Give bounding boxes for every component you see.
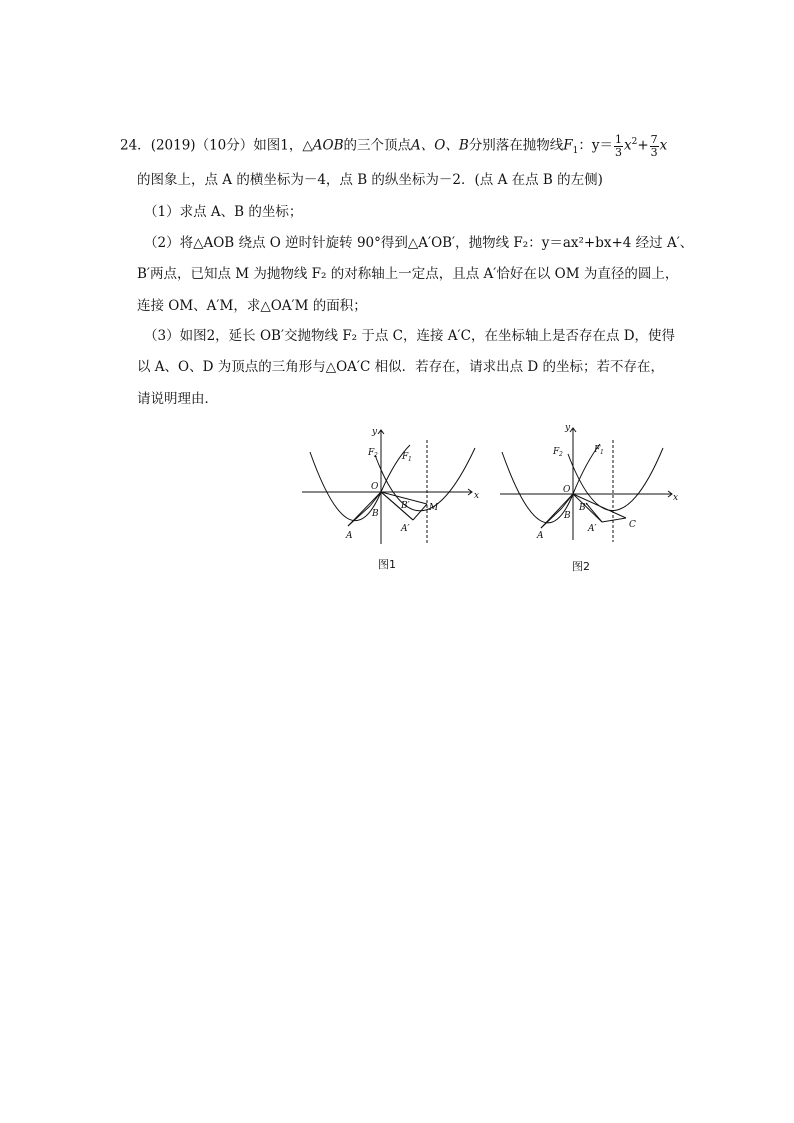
origin-label: O — [563, 485, 571, 495]
f1-label: F — [594, 445, 601, 455]
x-linear: x — [659, 137, 668, 154]
part-3-line-1: （3）如图2，延长 OB′交抛物线 F₂ 于点 C，连接 A′C，在坐标轴上是否存在点 D，使得 — [144, 328, 676, 344]
origin-label: O — [371, 482, 379, 492]
figure-1-caption: 图1 — [378, 558, 396, 571]
point-aprime-label: A′ — [588, 524, 597, 534]
point-b-label: B — [372, 509, 379, 519]
triangle-aob: AOB — [312, 137, 344, 154]
part-2-line-1: （2）将△AOB 绕点 O 逆时针旋转 90°得到△A′OB′，抛物线 F₂：y＝ax²+bx+4 经过 A′、 — [144, 235, 694, 251]
part-3-line-2: 以 A、O、D 为顶点的三角形与△OA′C 相似．若存在，请求出点 D 的坐标；若不存在， — [137, 359, 665, 375]
parabola-f2 — [375, 448, 475, 511]
intro-text-c: 分别落在抛物线 — [468, 137, 564, 154]
parabola-f2 — [568, 448, 663, 511]
fraction-numerator: 7 — [650, 132, 658, 146]
part-2-line-2: B′两点，已知点 M 为抛物线 F₂ 的对称轴上一定点，且点 A′恰好在以 OM 为直径的圆上， — [137, 266, 679, 282]
intro-text-a: 如图1，△ — [253, 137, 313, 154]
fraction-numerator: 1 — [615, 132, 622, 146]
question-intro-line — [120, 133, 667, 160]
point-a-label: A — [346, 531, 353, 541]
vertex-names: A、O、B — [411, 137, 469, 154]
fraction-one-third — [614, 134, 623, 159]
point-m-label: M — [429, 503, 439, 513]
f1-label: F — [402, 452, 409, 462]
f1-label-sub: 1 — [408, 456, 412, 463]
f1-equation-start: ：y＝ — [578, 137, 613, 154]
point-bprime-label: B′ — [401, 501, 410, 511]
part-3-line-3: 请说明理由． — [137, 391, 218, 407]
fraction-seven-thirds — [650, 134, 659, 159]
parabola-f1 — [310, 445, 410, 521]
plus-sign: + — [637, 137, 649, 154]
segment-aprime-c — [602, 518, 626, 522]
f1-subscript: 1 — [572, 146, 579, 157]
intro-text-b: 的三个顶点 — [343, 137, 411, 154]
question-number: 24． — [120, 137, 151, 154]
point-b-label: B — [564, 511, 571, 521]
figure-2 — [498, 418, 680, 550]
square-exponent: 2 — [631, 137, 638, 147]
f2-label: F — [368, 448, 375, 458]
f2-label-sub: 2 — [559, 451, 563, 458]
fraction-denominator: 3 — [615, 145, 622, 159]
point-aprime-label: A′ — [401, 524, 410, 534]
question-source: (2019) — [150, 137, 196, 154]
f2-label-sub: 2 — [374, 452, 378, 459]
f1-label-sub: 1 — [600, 449, 604, 456]
part-2-line-3: 连接 OM、A′M，求△OA′M 的面积； — [137, 298, 367, 314]
f1-name: F — [563, 137, 573, 154]
figure-1 — [300, 420, 480, 550]
question-points: （10分） — [195, 137, 254, 154]
y-axis-label: y — [565, 423, 571, 433]
segment-aprime-m — [413, 504, 427, 520]
f2-label: F — [553, 447, 560, 457]
point-bprime-label: B′ — [579, 503, 588, 513]
point-c-label: C — [629, 520, 636, 530]
figure-2-caption: 图2 — [572, 560, 590, 573]
fraction-denominator: 3 — [650, 145, 658, 159]
x-axis-label: x — [474, 491, 480, 501]
point-a-label: A — [537, 531, 544, 541]
x-axis-label: x — [673, 493, 679, 503]
part-1: （1）求点 A、B 的坐标； — [144, 204, 303, 220]
x-squared-base: x — [624, 137, 632, 154]
question-intro-line-2: 的图象上，点 A 的横坐标为－4，点 B 的纵坐标为－2．(点 A 在点 B 的左侧) — [137, 172, 603, 188]
y-axis-label: y — [372, 427, 378, 437]
